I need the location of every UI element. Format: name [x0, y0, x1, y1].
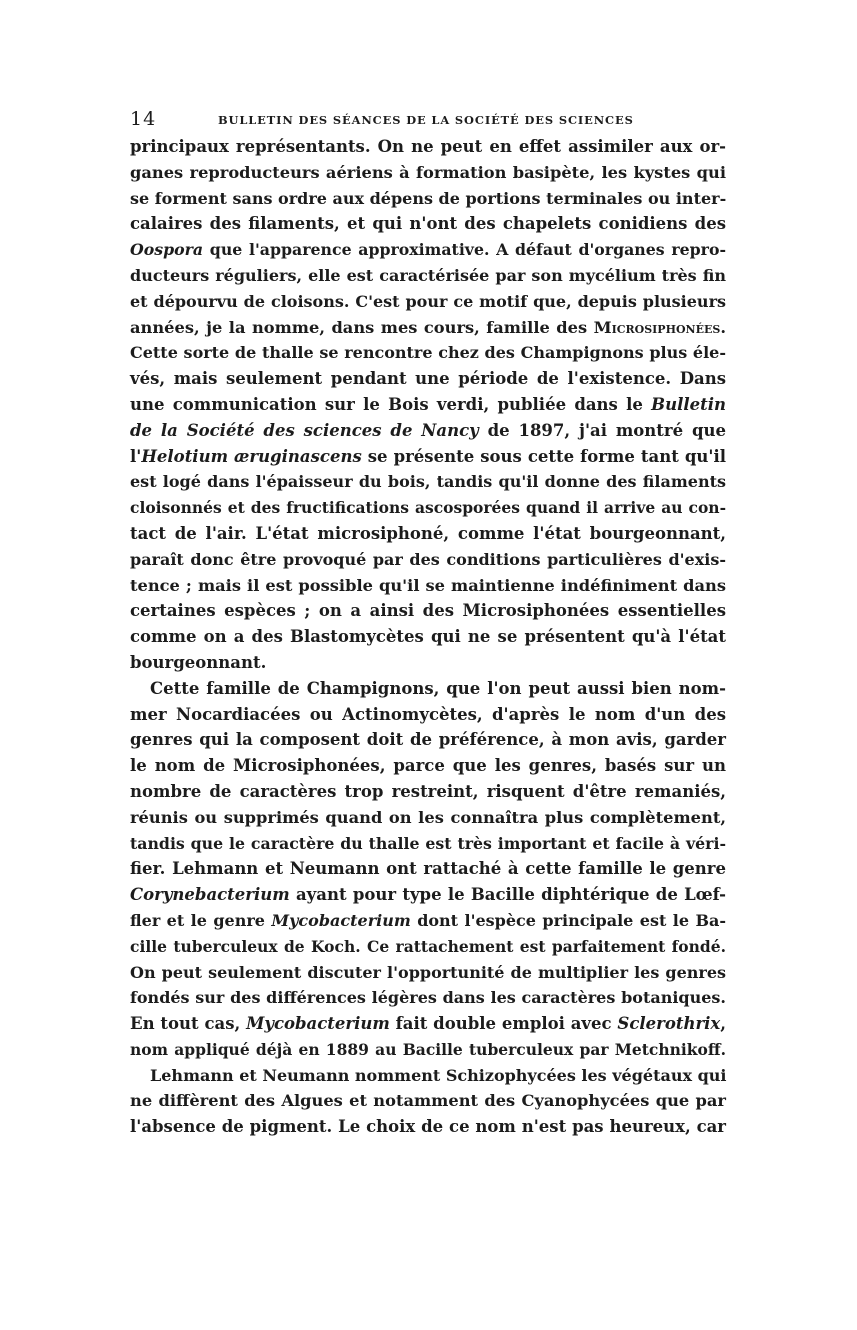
text-line: nom appliqué déjà en 1889 au Bacille tuberculeux par Metchnikoff.: [130, 1039, 726, 1059]
text-line: Lehmann et Neumann nomment Schizophycées les végétaux qui: [150, 1065, 727, 1085]
text-line: fier. Lehmann et Neumann ont rattaché à cette famille le genre: [130, 859, 726, 879]
text-line: comme on a des Blastomycètes qui ne se présentent qu'à l'état: [130, 627, 726, 647]
text-line: Cette sorte de thalle se rencontre chez des Champignons plus éle-: [130, 343, 726, 363]
text-segment: .: [720, 317, 726, 337]
text-line: [130, 444, 726, 470]
text-line: genres qui la composent doit de préférence, à mon avis, garder: [130, 730, 726, 750]
text-segment: dont l'espèce principale est le Ba-: [410, 910, 726, 930]
text-line: On peut seulement discuter l'opportunité de multiplier les genres: [130, 962, 726, 982]
text-segment: En tout cas,: [130, 1014, 247, 1034]
text-segment: années, je la nomme, dans mes cours, famille des: [130, 317, 594, 337]
paragraph: [130, 676, 726, 1063]
running-title: BULLETIN DES SÉANCES DE LA SOCIÉTÉ DES SCIENCES: [218, 113, 634, 127]
text-line: [130, 392, 726, 418]
text-segment: ,: [720, 1014, 726, 1034]
text-line: ducteurs réguliers, elle est caractérisée par son mycélium très fin: [130, 265, 726, 285]
page-number: 14: [130, 108, 157, 130]
journal-title: de la Société des sciences de Nancy: [130, 420, 479, 440]
text-line: est logé dans l'épaisseur du bois, tandis qu'il donne des filaments: [130, 472, 726, 492]
text-line: [130, 882, 726, 908]
text-segment: que l'apparence approximative. A défaut d'organes repro-: [203, 240, 726, 260]
text-line: principaux représentants. On ne peut en effet assimiler aux or-: [130, 137, 726, 156]
text-line: tence ; mais il est possible qu'il se maintienne indéfiniment dans: [130, 575, 726, 595]
paragraph: [130, 134, 726, 676]
text-line: tact de l'air. L'état microsiphoné, comme l'état bourgeonnant,: [130, 523, 726, 543]
text-line: mer Nocardiacées ou Actinomycètes, d'après le nom d'un des: [130, 704, 726, 724]
text-segment: de 1897, j'ai montré que: [478, 420, 726, 440]
text-segment: se présente sous cette forme tant qu'il: [361, 446, 726, 466]
text-line: bourgeonnant.: [130, 652, 267, 672]
body-text: [130, 134, 726, 1140]
journal-title: Bulletin: [651, 394, 726, 414]
genus-name: Corynebacterium: [130, 885, 290, 905]
text-line: certaines espèces ; on a ainsi des Microsiphonées essentielles: [130, 601, 726, 621]
text-line: le nom de Microsiphonées, parce que les genres, basés sur un: [130, 756, 726, 776]
text-line: ne diffèrent des Algues et notamment des Cyanophycées que par: [130, 1091, 726, 1111]
text-line: paraît donc être provoqué par des conditions particulières d'exis-: [130, 549, 726, 569]
text-line: calaires des filaments, et qui n'ont des chapelets conidiens des: [130, 214, 726, 234]
text-line: [130, 237, 726, 263]
text-line: se forment sans ordre aux dépens de portions terminales ou inter-: [130, 188, 727, 208]
genus-name: Sclerothrix: [617, 1014, 721, 1034]
book-page: [130, 104, 726, 1140]
text-line: [130, 315, 726, 341]
text-segment: ayant pour type le Bacille diphtérique de Lœf-: [289, 885, 726, 905]
species-name: Helotium æruginascens: [141, 446, 362, 466]
text-line: ganes reproducteurs aériens à formation basipète, les kystes qui: [130, 162, 726, 182]
text-line: réunis ou supprimés quand on les connaîtra plus complètement,: [130, 807, 726, 827]
text-segment: fait double emploi avec: [389, 1014, 618, 1034]
text-line: [130, 1011, 726, 1037]
text-line: Cette famille de Champignons, que l'on peut aussi bien nom-: [150, 678, 726, 698]
text-line: tandis que le caractère du thalle est très important et facile à véri-: [130, 833, 726, 853]
text-line: cloisonnés et des fructifications ascosporées quand il arrive au con-: [130, 498, 726, 518]
text-line: fondés sur des différences légères dans les caractères botaniques.: [130, 988, 726, 1008]
genus-name: Mycobacterium: [271, 910, 411, 930]
text-line: nombre de caractères trop restreint, risquent d'être remaniés,: [130, 781, 726, 801]
genus-name: Mycobacterium: [246, 1014, 390, 1034]
text-line: [130, 418, 726, 444]
paragraph: [130, 1063, 726, 1140]
text-segment: une communication sur le Bois verdi, publiée dans le: [130, 394, 652, 414]
text-segment: l': [130, 446, 142, 466]
text-line: et dépourvu de cloisons. C'est pour ce motif que, depuis plusieurs: [130, 291, 726, 311]
text-line: cille tuberculeux de Koch. Ce rattachement est parfaitement fondé.: [130, 936, 726, 956]
text-line: l'absence de pigment. Le choix de ce nom n'est pas heureux, car: [130, 1117, 726, 1137]
text-line: vés, mais seulement pendant une période de l'existence. Dans: [130, 369, 726, 389]
text-line: [130, 908, 726, 934]
text-segment: fler et le genre: [130, 910, 272, 930]
running-head: [130, 104, 726, 134]
family-name: Microsiphonées: [593, 317, 721, 337]
genus-name: Oospora: [130, 240, 204, 260]
